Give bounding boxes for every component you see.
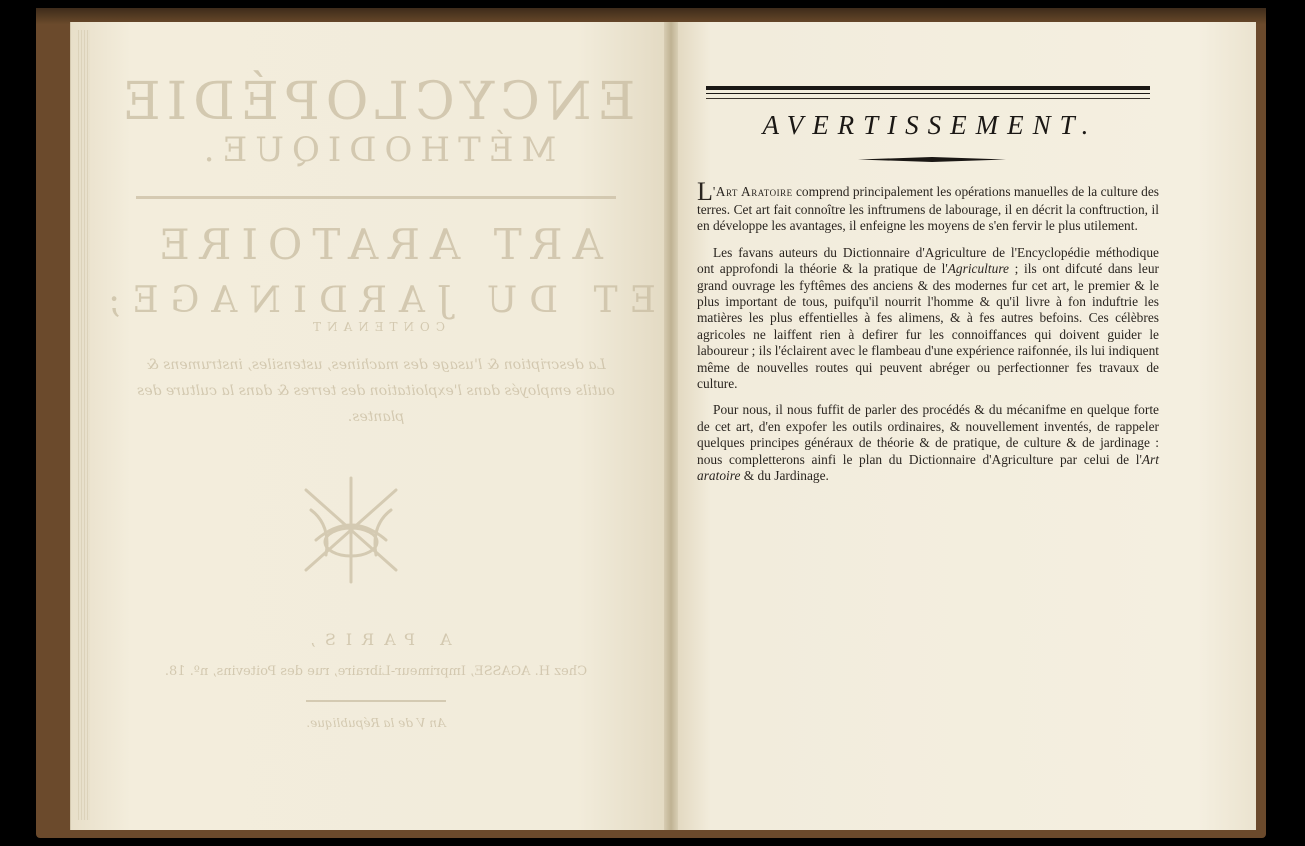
show-through-description: La description & l'usage des machines, ustensiles, instrumens & outils employés dans l'exploitation des terres & dans la culture des plantes.	[137, 357, 615, 425]
title-page-show-through	[96, 22, 656, 822]
paragraph-2-text-a: Les favans auteurs du Dictionnaire d'Agriculture de l'Encyclopédie méthodique ont approfondi la théorie & la pratique de l'	[697, 244, 1159, 277]
drop-cap: L	[697, 177, 713, 206]
paragraph-1-text: comprend principalement les opérations manuelles de la culture des terres. Cet art fait connoître les inftrumens de labourage, il en décrit la conftruction, il en développe les avantages, il enfeigne les moyens de s'en fervir le plus utilement.	[697, 184, 1159, 234]
page-title: AVERTISSEMENT.	[762, 110, 1098, 140]
book-gutter	[664, 22, 678, 830]
paragraph-3-text-a: Pour nous, il nous fuffit de parler des procédés & du mécanifme en quelque forte de cet art, d'en expofer les outils ordinaires, & nouvellement inventés, de rappeler quelques principes généraux de théorie & de pratique, de culture & de jardinage : nous completterons ainfi le plan du Dictionnaire d'Agriculture par celui de l'	[697, 402, 1159, 467]
paragraph-3	[697, 402, 1159, 484]
vignette-ornament-icon	[286, 470, 416, 590]
show-through-year: An V de la République.	[306, 716, 446, 730]
show-through-subtitle: MÉTHODIQUE.	[195, 130, 557, 170]
header-thin-rule-2	[706, 98, 1150, 99]
page-leaf-edges	[76, 30, 90, 820]
paragraph-2-italic: Agriculture	[947, 261, 1009, 277]
show-through-paris: A PARIS,	[300, 630, 452, 649]
show-through-rule	[136, 196, 616, 199]
paragraph-2-text-b: ; ils ont difcuté dans leur grand ouvrage les fyftêmes des anciens & des modernes fur cet art, le premier & le plus important de tous, puifqu'il nourrit l'homme & qu'il livre à fon induftrie les matières les plus effentielles à fes alimens, & à fes autres befoins. Ces célèbres agricoles ne laiffent rien à defirer fur les connoiffances qui doivent guider le laboureur ; ils l'éclairent avec le flambeau d'une expérience raifonnée, ils lui indiquent même de nouvelles routes qui peuvent abréger ou perfectionner fes travaux de culture.	[697, 261, 1159, 392]
tapered-rule-ornament	[858, 157, 1006, 162]
art-aratoire-smallcaps: 'Art Aratoire	[712, 184, 793, 199]
header-thick-rule	[706, 86, 1150, 90]
paragraph-2	[697, 245, 1159, 393]
show-through-contenant: CONTENANT	[307, 320, 445, 334]
show-through-title: ENCYCLOPÉDIE	[116, 72, 636, 132]
header-thin-rule	[706, 93, 1150, 94]
paragraph-3-italic: Art aratoire	[697, 451, 1159, 484]
show-through-art-aratoire: ART ARATOIRE	[149, 220, 603, 269]
show-through-imprint: Chez H. AGASSE, Imprimeur-Libraire, rue des Poitevins, nº. 18.	[164, 664, 588, 679]
show-through-jardinage: ET DU JARDINAGE;	[96, 280, 656, 321]
paragraph-1	[697, 177, 1159, 235]
body-text	[697, 177, 1159, 495]
show-through-rule-bottom	[306, 700, 446, 702]
paragraph-3-text-b: & du Jardinage.	[740, 468, 829, 484]
